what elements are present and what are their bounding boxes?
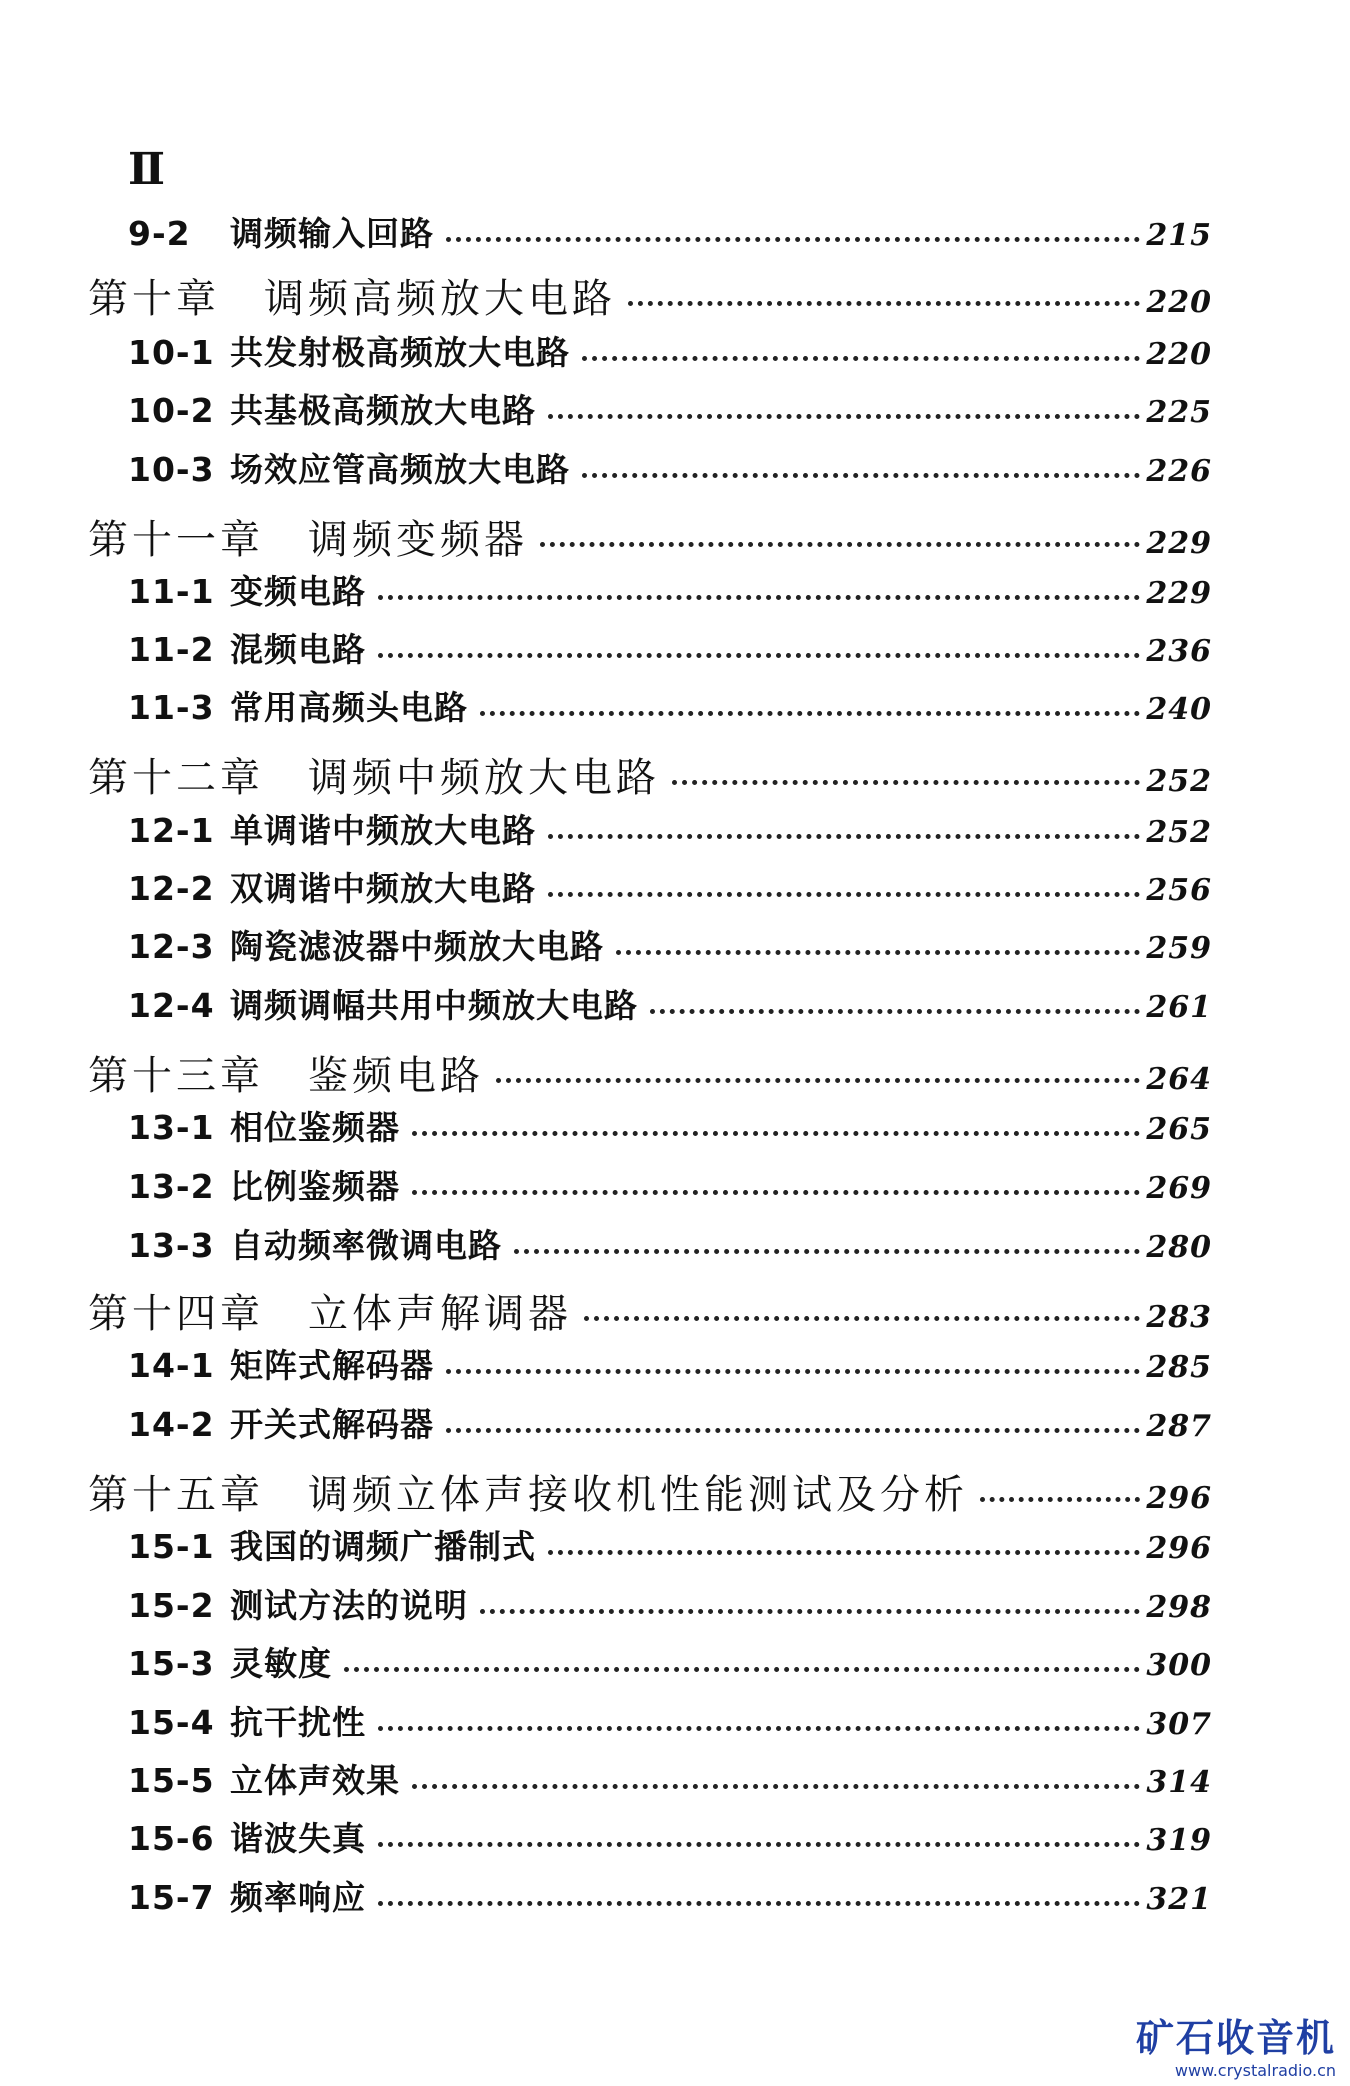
page-number: 307 xyxy=(1146,1707,1212,1742)
dot-leader xyxy=(672,780,1140,785)
section-number: 11-2 xyxy=(128,630,215,669)
toc-section-row xyxy=(128,1340,1212,1387)
dot-leader xyxy=(628,301,1140,306)
dot-leader xyxy=(412,1131,1140,1136)
dot-leader xyxy=(446,1369,1140,1374)
section-number: 14-2 xyxy=(128,1405,215,1444)
section-title: 调频调幅共用中频放大电路 xyxy=(230,986,638,1025)
page-number: 240 xyxy=(1146,692,1212,727)
dot-leader xyxy=(582,356,1140,361)
page-number: 229 xyxy=(1146,526,1212,561)
dot-leader xyxy=(480,711,1140,716)
section-number: 15-5 xyxy=(128,1761,215,1800)
section-number: 15-3 xyxy=(128,1644,215,1683)
section-number: 15-1 xyxy=(128,1527,215,1566)
page-number: 220 xyxy=(1146,337,1212,372)
watermark xyxy=(1135,2016,1336,2080)
chapter-title: 调频高频放大电路 xyxy=(264,276,616,322)
chapter-number: 第十三章 xyxy=(88,1053,264,1099)
toc-section-row xyxy=(128,980,1212,1027)
chapter-title: 调频变频器 xyxy=(308,517,528,563)
section-title: 抗干扰性 xyxy=(230,1703,366,1742)
dot-leader xyxy=(446,237,1140,242)
section-number: 12-1 xyxy=(128,811,215,850)
chapter-number: 第十二章 xyxy=(88,755,264,801)
toc-section-row xyxy=(128,921,1212,968)
section-number: 9-2 xyxy=(128,214,191,253)
page-number: 296 xyxy=(1146,1481,1212,1516)
page-number: 252 xyxy=(1146,764,1212,799)
page-number: 229 xyxy=(1146,576,1212,611)
dot-leader xyxy=(378,653,1140,658)
page-number: 280 xyxy=(1146,1230,1212,1265)
chapter-title: 调频立体声接收机性能测试及分析 xyxy=(308,1472,968,1518)
section-number: 10-1 xyxy=(128,333,215,372)
dot-leader xyxy=(378,1842,1140,1847)
chapter-number: 第十一章 xyxy=(88,517,264,563)
toc-section-row xyxy=(128,863,1212,910)
toc-section-row xyxy=(128,1872,1212,1919)
toc-section-row xyxy=(128,682,1212,729)
toc-chapter-row xyxy=(88,508,1212,565)
section-title: 陶瓷滤波器中频放大电路 xyxy=(230,927,604,966)
dot-leader xyxy=(446,1428,1140,1433)
page-number: 296 xyxy=(1146,1531,1212,1566)
toc-section-row xyxy=(128,385,1212,432)
dot-leader xyxy=(412,1190,1140,1195)
page-number-roman: Ⅱ xyxy=(128,144,166,195)
page-number: 256 xyxy=(1146,873,1212,908)
section-number: 11-1 xyxy=(128,572,215,611)
section-title: 相位鉴频器 xyxy=(230,1108,400,1147)
page-number: 269 xyxy=(1146,1171,1212,1206)
watermark-url: www.crystalradio.cn xyxy=(1174,2061,1336,2080)
section-title: 矩阵式解码器 xyxy=(230,1346,434,1385)
section-title: 立体声效果 xyxy=(230,1761,400,1800)
dot-leader xyxy=(480,1609,1140,1614)
section-title: 自动频率微调电路 xyxy=(230,1226,502,1265)
toc-section-row xyxy=(128,327,1212,374)
section-title: 双调谐中频放大电路 xyxy=(230,869,536,908)
page-number: 298 xyxy=(1146,1590,1212,1625)
toc-section-row xyxy=(128,1102,1212,1149)
section-number: 13-1 xyxy=(128,1108,215,1147)
dot-leader xyxy=(540,542,1140,547)
dot-leader xyxy=(980,1497,1140,1502)
section-title: 场效应管高频放大电路 xyxy=(230,450,570,489)
toc-chapter-row xyxy=(88,1463,1212,1520)
page-number: 252 xyxy=(1146,815,1212,850)
toc-chapter-row xyxy=(88,1282,1212,1339)
toc-section-row xyxy=(128,1697,1212,1744)
section-number: 10-3 xyxy=(128,450,215,489)
section-number: 10-2 xyxy=(128,391,215,430)
section-title: 常用高频头电路 xyxy=(230,688,468,727)
page-number: 220 xyxy=(1146,285,1212,320)
section-number: 15-7 xyxy=(128,1878,215,1917)
page-number: 226 xyxy=(1146,454,1212,489)
toc-section-row xyxy=(128,566,1212,613)
toc-section-row xyxy=(128,208,1212,255)
dot-leader xyxy=(412,1784,1140,1789)
toc-section-row xyxy=(128,1161,1212,1208)
page-number: 259 xyxy=(1146,931,1212,966)
section-title: 开关式解码器 xyxy=(230,1405,434,1444)
page-number: 225 xyxy=(1146,395,1212,430)
chapter-number: 第十章 xyxy=(88,276,220,322)
page-number: 215 xyxy=(1146,218,1212,253)
dot-leader xyxy=(378,595,1140,600)
dot-leader xyxy=(548,414,1140,419)
dot-leader xyxy=(584,1316,1140,1321)
toc-section-row xyxy=(128,624,1212,671)
section-number: 15-4 xyxy=(128,1703,215,1742)
chapter-title: 立体声解调器 xyxy=(308,1291,572,1337)
dot-leader xyxy=(616,950,1140,955)
page-number: 300 xyxy=(1146,1648,1212,1683)
toc-chapter-row xyxy=(88,267,1212,324)
page-number: 285 xyxy=(1146,1350,1212,1385)
toc-section-row xyxy=(128,1638,1212,1685)
dot-leader xyxy=(378,1726,1140,1731)
section-title: 谐波失真 xyxy=(230,1819,366,1858)
section-title: 共基极高频放大电路 xyxy=(230,391,536,430)
section-title: 共发射极高频放大电路 xyxy=(230,333,570,372)
section-number: 11-3 xyxy=(128,688,215,727)
toc-section-row xyxy=(128,1521,1212,1568)
dot-leader xyxy=(582,473,1140,478)
dot-leader xyxy=(650,1009,1140,1014)
chapter-title: 鉴频电路 xyxy=(308,1053,484,1099)
page-number: 319 xyxy=(1146,1823,1212,1858)
section-number: 15-2 xyxy=(128,1586,215,1625)
section-title: 调频输入回路 xyxy=(230,214,434,253)
toc-chapter-row xyxy=(88,1044,1212,1101)
section-number: 12-4 xyxy=(128,986,215,1025)
toc-section-row xyxy=(128,1755,1212,1802)
chapter-number: 第十五章 xyxy=(88,1472,264,1518)
section-title: 我国的调频广播制式 xyxy=(230,1527,536,1566)
dot-leader xyxy=(548,834,1140,839)
page-number: 265 xyxy=(1146,1112,1212,1147)
section-number: 15-6 xyxy=(128,1819,215,1858)
page-number: 321 xyxy=(1146,1882,1212,1917)
dot-leader xyxy=(514,1249,1140,1254)
chapter-number: 第十四章 xyxy=(88,1291,264,1337)
dot-leader xyxy=(496,1078,1140,1083)
section-title: 混频电路 xyxy=(230,630,366,669)
toc-section-row xyxy=(128,1813,1212,1860)
dot-leader xyxy=(548,1550,1140,1555)
page-number: 287 xyxy=(1146,1409,1212,1444)
page-number: 283 xyxy=(1146,1300,1212,1335)
section-number: 12-3 xyxy=(128,927,215,966)
section-title: 变频电路 xyxy=(230,572,366,611)
chapter-title: 调频中频放大电路 xyxy=(308,755,660,801)
dot-leader xyxy=(378,1901,1140,1906)
section-number: 14-1 xyxy=(128,1346,215,1385)
page-number: 314 xyxy=(1146,1765,1212,1800)
section-title: 灵敏度 xyxy=(230,1644,332,1683)
page-number: 261 xyxy=(1146,990,1212,1025)
toc-section-row xyxy=(128,1580,1212,1627)
toc-section-row xyxy=(128,805,1212,852)
section-title: 比例鉴频器 xyxy=(230,1167,400,1206)
section-title: 频率响应 xyxy=(230,1878,366,1917)
toc-chapter-row xyxy=(88,746,1212,803)
watermark-title: 矿石收音机 xyxy=(1135,2016,1336,2060)
toc-section-row xyxy=(128,444,1212,491)
section-number: 13-3 xyxy=(128,1226,215,1265)
dot-leader xyxy=(344,1667,1140,1672)
section-title: 单调谐中频放大电路 xyxy=(230,811,536,850)
page-number: 236 xyxy=(1146,634,1212,669)
toc-section-row xyxy=(128,1399,1212,1446)
section-title: 测试方法的说明 xyxy=(230,1586,468,1625)
section-number: 12-2 xyxy=(128,869,215,908)
toc-section-row xyxy=(128,1220,1212,1267)
section-number: 13-2 xyxy=(128,1167,215,1206)
page-number: 264 xyxy=(1146,1062,1212,1097)
dot-leader xyxy=(548,892,1140,897)
